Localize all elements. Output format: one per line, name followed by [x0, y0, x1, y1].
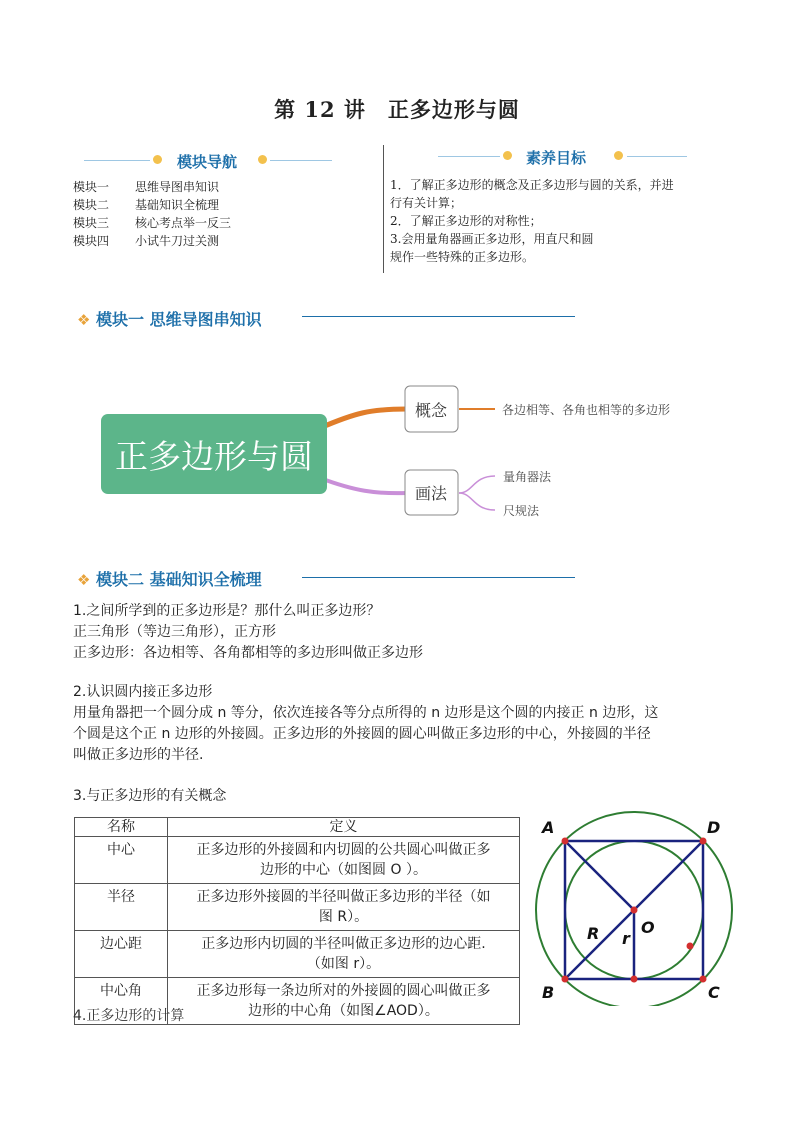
goals-line-left — [438, 156, 500, 157]
table-row — [75, 931, 520, 978]
diamond-icon: ❖ — [77, 571, 91, 589]
mindmap-draw-leaf-line-1 — [459, 476, 495, 493]
table-cell-name: 边心距 — [75, 931, 168, 978]
goals-list — [390, 176, 730, 266]
mindmap — [95, 375, 715, 525]
nav-dot-right — [258, 155, 267, 164]
goals-dot-right — [614, 151, 623, 160]
text-line: 个圆是这个正 n 边形的外接圆。正多边形的外接圆的圆心叫做正多边形的中心，外接圆的半径 — [73, 726, 651, 742]
label-r: r — [622, 929, 630, 948]
label-D: D — [707, 818, 721, 837]
label-A: A — [542, 818, 555, 837]
cutoff-text: 4.正多边形的计算 — [73, 1008, 185, 1024]
goal-line: 1．了解正多边形的概念及正多边形与圆的关系，并进 — [390, 178, 674, 192]
module1-heading: ❖ 模块一 思维导图串知识 — [77, 310, 262, 329]
mindmap-root-label: 正多边形与圆 — [115, 437, 313, 476]
table-header: 定义 — [168, 818, 520, 837]
table-row — [75, 837, 520, 884]
diamond-icon: ❖ — [77, 311, 91, 329]
regular-polygon-figure — [530, 806, 740, 1006]
point-C — [700, 976, 707, 983]
mindmap-draw-leaf: 量角器法 — [503, 470, 552, 484]
mindmap-connector-draw — [320, 478, 407, 493]
table-header: 名称 — [75, 818, 168, 837]
goals-line-right — [627, 156, 687, 157]
table-cell-def: 正多边形外接圆的半径叫做正多边形的半径（如 图 R）。 — [168, 884, 520, 931]
paragraph-1 — [73, 601, 733, 664]
nav-item[interactable]: 模块二 基础知识全梳理 — [73, 198, 220, 212]
table-cell-def: 正多边形内切圆的半径叫做正多边形的边心距. （如图 r）。 — [168, 931, 520, 978]
page-title: 第 12 讲 正多边形与圆 — [274, 97, 520, 122]
table-cell-name: 半径 — [75, 884, 168, 931]
text-line: 正三角形（等边三角形），正方形 — [73, 624, 276, 640]
text-line: 1.之间所学到的正多边形是？那什么叫正多边形？ — [73, 603, 381, 619]
goal-line: 行有关计算； — [390, 196, 463, 210]
nav-heading: 模块导航 — [177, 153, 238, 171]
paragraph-2 — [73, 682, 733, 766]
mindmap-draw-leaf: 尺规法 — [503, 504, 540, 518]
goal-line: 3.会用量角器画正多边形，用直尺和圆 — [390, 232, 594, 246]
nav-line-right — [270, 160, 332, 161]
module1-rule — [302, 316, 575, 317]
text-line: 正多边形：各边相等、各角都相等的多边形叫做正多边形 — [73, 645, 423, 661]
nav-dot-left — [153, 155, 162, 164]
point-A — [562, 838, 569, 845]
table-header-row — [75, 818, 520, 837]
text-line: 用量角器把一个圆分成 n 等分，依次连接各等分点所得的 n 边形是这个圆的内接正 n 边形，这 — [73, 705, 659, 721]
point-D — [700, 838, 707, 845]
nav-item[interactable]: 模块四 小试牛刀过关测 — [73, 234, 220, 248]
table-cell-def: 正多边形每一条边所对的外接圆的圆心叫做正多 边形的中心角（如图∠AOD）。 — [168, 978, 520, 1025]
table-cell-name: 中心 — [75, 837, 168, 884]
point-foot — [631, 976, 638, 983]
label-C: C — [708, 983, 720, 1002]
nav-item[interactable]: 模块三 核心考点举一反三 — [73, 216, 232, 230]
label-O: O — [641, 918, 655, 937]
goals-dot-left — [503, 151, 512, 160]
nav-item[interactable]: 模块一 思维导图串知识 — [73, 180, 220, 194]
nav-list — [73, 178, 231, 250]
point-circle — [687, 943, 694, 950]
goal-line: 规作一些特殊的正多边形。 — [390, 250, 535, 264]
mindmap-concept-leaf: 各边相等、各角也相等的多边形 — [502, 403, 671, 417]
definition-table — [74, 817, 520, 1025]
table-cell-def: 正多边形的外接圆和内切圆的公共圆心叫做正多 边形的中心（如图圆 O ）。 — [168, 837, 520, 884]
goal-line: 2．了解正多边形的对称性； — [390, 214, 542, 228]
mindmap-draw-leaf-line-2 — [459, 493, 495, 510]
paragraph-3: 3.与正多边形的有关概念 — [73, 788, 227, 804]
table-row — [75, 884, 520, 931]
column-divider — [383, 145, 384, 273]
table-cell-name: 中心角 — [75, 978, 168, 1025]
module2-rule — [302, 577, 575, 578]
label-B: B — [542, 983, 555, 1002]
module2-heading: ❖ 模块二 基础知识全梳理 — [77, 570, 262, 589]
point-B — [562, 976, 569, 983]
mindmap-draw-label: 画法 — [414, 484, 448, 503]
goals-heading: 素养目标 — [526, 149, 587, 167]
point-O — [631, 907, 638, 914]
mindmap-connector-concept — [320, 409, 407, 428]
label-R: R — [587, 924, 600, 943]
text-line: 叫做正多边形的半径. — [73, 747, 204, 763]
nav-line-left — [84, 160, 150, 161]
text-line: 2.认识圆内接正多边形 — [73, 684, 213, 700]
mindmap-concept-label: 概念 — [414, 401, 448, 420]
